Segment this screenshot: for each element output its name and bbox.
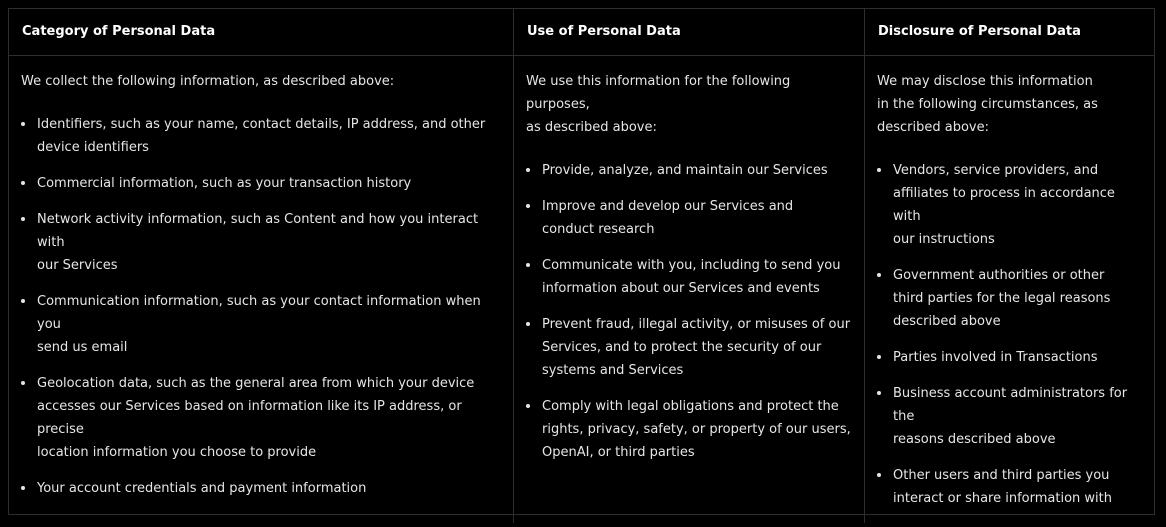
bullet-icon — [21, 486, 25, 490]
personal-data-table — [8, 8, 1155, 515]
list-item — [877, 464, 1144, 510]
list-item-text: Government authorities or other third parties for the legal reasons described above — [893, 268, 1111, 329]
list-item — [21, 172, 503, 195]
bullet-icon — [877, 391, 881, 395]
list-item — [21, 290, 503, 359]
list-item-text: Communication information, such as your contact information when you send us email — [37, 294, 481, 355]
bullet-icon — [526, 322, 530, 326]
list-item-text: Comply with legal obligations and protect the rights, privacy, safety, or property of our users, OpenAI, or third parties — [542, 399, 851, 460]
list-item — [21, 113, 503, 159]
header-disclosure: Disclosure of Personal Data — [865, 9, 1154, 56]
bullet-icon — [877, 473, 881, 477]
bullet-icon — [21, 122, 25, 126]
list-item-text: Commercial information, such as your transaction history — [37, 176, 412, 191]
list-item-text: Network activity information, such as Content and how you interact with our Services — [37, 212, 479, 273]
list-item — [877, 159, 1144, 251]
category-list — [21, 113, 503, 500]
bullet-icon — [526, 168, 530, 172]
list-item-text: Geolocation data, such as the general area from which your device accesses our Services based on information like its IP address, or precise location information you choose to provide — [37, 376, 475, 460]
list-item — [526, 395, 854, 464]
disclosure-intro: We may disclose this information in the following circumstances, as described above: — [877, 74, 1098, 135]
list-item — [526, 195, 854, 241]
bullet-icon — [877, 355, 881, 359]
bullet-icon — [526, 204, 530, 208]
list-item-text: Provide, analyze, and maintain our Services — [542, 163, 828, 178]
disclosure-list — [877, 159, 1144, 510]
list-item-text: Prevent fraud, illegal activity, or misuses of our Services, and to protect the security of our systems and Services — [542, 317, 851, 378]
list-item-text: Identifiers, such as your name, contact details, IP address, and other device identifiers — [37, 117, 486, 155]
header-category: Category of Personal Data — [9, 9, 514, 56]
list-item-text: Parties involved in Transactions — [893, 350, 1098, 365]
list-item-text: Other users and third parties you interact or share information with — [893, 468, 1112, 506]
list-item — [877, 264, 1144, 333]
disclosure-cell — [865, 56, 1154, 523]
bullet-icon — [877, 273, 881, 277]
list-item-text: Your account credentials and payment information — [37, 481, 367, 496]
list-item — [526, 159, 854, 182]
bullet-icon — [526, 404, 530, 408]
use-intro: We use this information for the following purposes, as described above: — [526, 74, 791, 135]
list-item — [21, 372, 503, 464]
list-item-text: Business account administrators for the reasons described above — [893, 386, 1128, 447]
list-item — [21, 477, 503, 500]
bullet-icon — [21, 181, 25, 185]
list-item-text: Vendors, service providers, and affiliates to process in accordance with our instructions — [893, 163, 1115, 247]
bullet-icon — [21, 381, 25, 385]
use-cell — [514, 56, 865, 523]
header-use: Use of Personal Data — [514, 9, 865, 56]
list-item — [877, 346, 1144, 369]
bullet-icon — [877, 168, 881, 172]
list-item-text: Improve and develop our Services and conduct research — [542, 199, 794, 237]
list-item-text: Communicate with you, including to send you information about our Services and events — [542, 258, 841, 296]
list-item — [526, 313, 854, 382]
list-item — [877, 382, 1144, 451]
list-item — [526, 254, 854, 300]
bullet-icon — [526, 263, 530, 267]
category-intro: We collect the following information, as described above: — [21, 74, 395, 89]
bullet-icon — [21, 217, 25, 221]
list-item — [21, 208, 503, 277]
use-list — [526, 159, 854, 464]
category-cell — [9, 56, 514, 523]
bullet-icon — [21, 299, 25, 303]
